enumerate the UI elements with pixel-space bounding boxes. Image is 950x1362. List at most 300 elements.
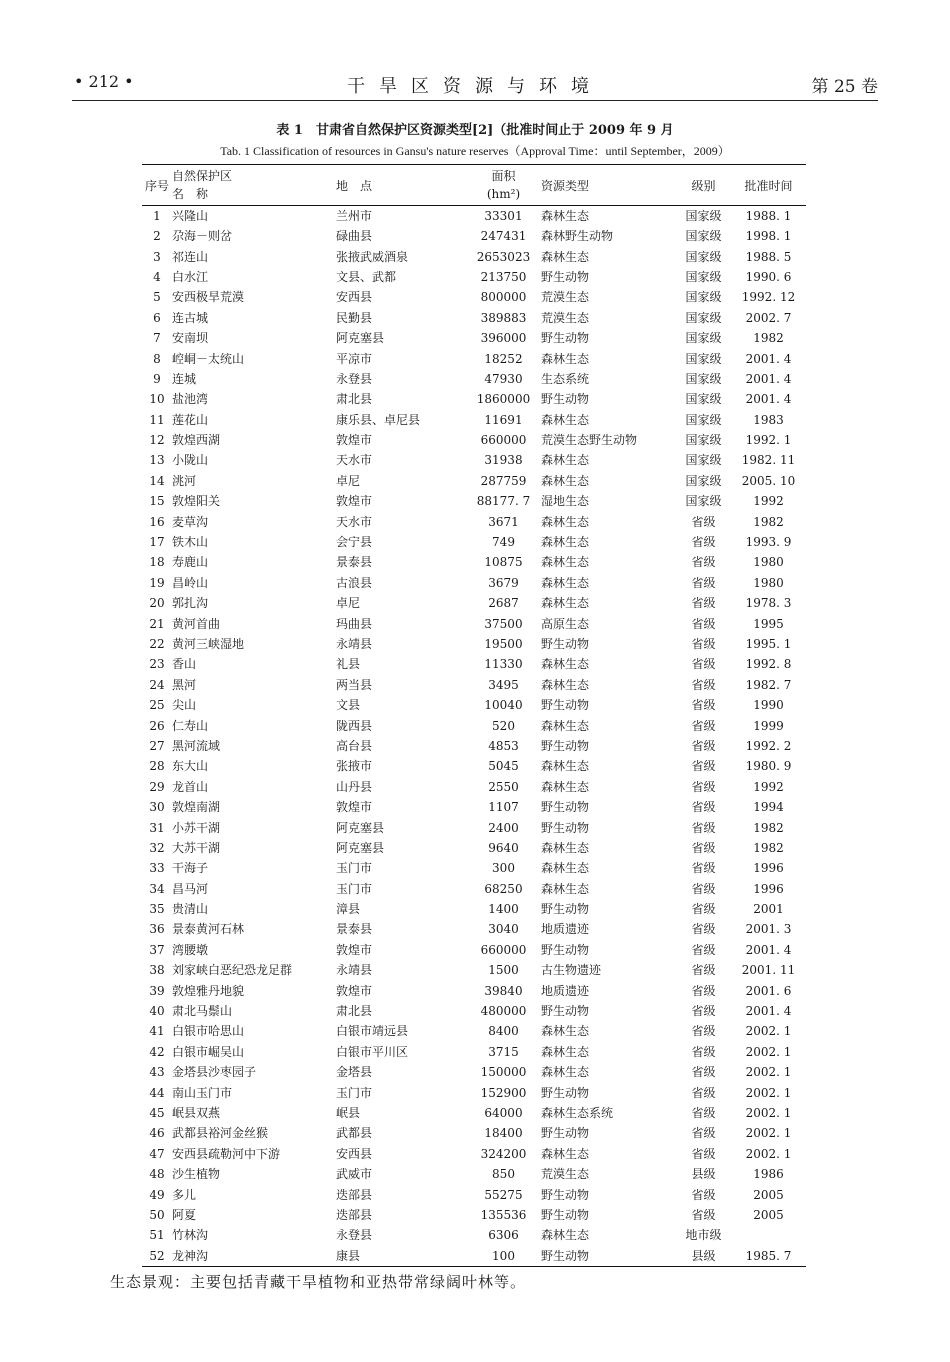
- cell-name: 兴隆山: [172, 209, 209, 223]
- cell-type: 荒漠生态: [541, 310, 590, 325]
- table-row: [142, 797, 806, 817]
- cell-type: 森林生态: [541, 861, 590, 876]
- cell-date: 1982. 11: [741, 453, 796, 468]
- reserve-table-container: [142, 164, 806, 1267]
- cell-name: 多儿: [172, 1187, 197, 1202]
- cell-location: 永登县: [336, 1228, 373, 1243]
- cell-level: 国家级: [685, 209, 722, 223]
- table-row: [142, 287, 806, 307]
- cell-name: 黑河流域: [172, 738, 221, 753]
- header-rule: [72, 100, 878, 101]
- cell-index: 27: [149, 738, 165, 753]
- table-row: [142, 715, 806, 735]
- table-row: [142, 1205, 806, 1225]
- cell-date: 2005: [753, 1207, 784, 1222]
- cell-level: 省级: [691, 1207, 716, 1222]
- cell-level: 省级: [691, 575, 716, 590]
- cell-area: 152900: [480, 1085, 527, 1100]
- cell-name: 崆峒－太统山: [172, 351, 245, 366]
- table-caption-en: Tab. 1 Classification of resources in Gansu's nature reserves（Approval Time：until September，2009）: [220, 144, 730, 158]
- cell-date: 2002. 1: [745, 1085, 792, 1100]
- table-row: [142, 634, 806, 654]
- cell-level: 国家级: [685, 453, 722, 468]
- cell-type: 森林生态: [541, 1146, 590, 1161]
- cell-name: 祁连山: [172, 249, 209, 264]
- cell-date: 1995. 1: [745, 637, 792, 651]
- cell-name: 昌岭山: [172, 575, 209, 590]
- cell-area: 1400: [488, 902, 519, 917]
- cell-area: 480000: [480, 1004, 527, 1019]
- cell-level: 省级: [691, 555, 716, 570]
- cell-index: 32: [149, 840, 165, 855]
- cell-name: 刘家峡白恶纪恐龙足群: [172, 963, 293, 978]
- table-row: [142, 1225, 806, 1245]
- cell-location: 张掖武威酒泉: [336, 249, 409, 264]
- cell-type: 森林生态: [541, 840, 590, 855]
- cell-index: 5: [153, 290, 161, 305]
- cell-name: 干海子: [172, 861, 209, 876]
- cell-level: 国家级: [685, 392, 722, 407]
- cell-area: 100: [492, 1248, 515, 1263]
- cell-date: 1998. 1: [745, 229, 792, 244]
- table-row: [142, 410, 806, 430]
- cell-level: 国家级: [685, 269, 722, 284]
- cell-date: 1999: [753, 718, 784, 733]
- cell-level: 国家级: [685, 494, 722, 509]
- cell-location: 景泰县: [336, 922, 373, 937]
- cell-date: 2001. 4: [745, 351, 792, 366]
- cell-name: 阿夏: [172, 1207, 197, 1222]
- cell-date: 1983: [753, 412, 784, 427]
- cell-area: 2687: [488, 596, 519, 611]
- cell-date: 1992. 8: [745, 657, 792, 672]
- cell-index: 45: [149, 1105, 165, 1120]
- table-row: [142, 511, 806, 531]
- cell-index: 33: [149, 861, 165, 876]
- table-row: [142, 777, 806, 797]
- cell-date: 1996: [753, 881, 784, 896]
- cell-level: 省级: [691, 1004, 716, 1019]
- table-row: [142, 1164, 806, 1184]
- cell-date: 1982: [753, 514, 784, 529]
- cell-area: 396000: [480, 331, 527, 346]
- cell-type: 森林生态: [541, 249, 590, 264]
- cell-index: 46: [149, 1126, 165, 1141]
- cell-type: 森林生态: [541, 473, 590, 488]
- table-row: [142, 430, 806, 450]
- cell-location: 古浪县: [336, 575, 373, 590]
- cell-date: 2001. 11: [741, 963, 796, 978]
- table-row: [142, 1184, 806, 1204]
- reserve-table: [142, 164, 806, 1267]
- cell-level: 省级: [691, 657, 716, 672]
- cell-level: 地市级: [685, 1228, 722, 1243]
- cell-index: 13: [149, 453, 165, 468]
- cell-type: 野生动物: [541, 1207, 590, 1222]
- cell-index: 4: [153, 269, 161, 284]
- cell-location: 敦煌市: [336, 494, 373, 509]
- cell-type: 森林生态: [541, 779, 590, 794]
- cell-name: 莲花山: [172, 412, 209, 427]
- cell-name: 麦草沟: [172, 514, 209, 529]
- cell-date: 2002. 1: [745, 1105, 792, 1120]
- cell-area: 2550: [488, 779, 519, 794]
- cell-type: 森林生态: [541, 453, 590, 468]
- cell-location: 天水市: [336, 514, 373, 529]
- cell-level: 县级: [691, 1248, 716, 1263]
- cell-index: 24: [149, 677, 165, 692]
- cell-type: 森林生态: [541, 881, 590, 896]
- cell-index: 41: [149, 1024, 165, 1039]
- cell-name: 敦煌南湖: [172, 800, 221, 815]
- cell-date: 1982. 7: [745, 677, 792, 692]
- cell-index: 12: [149, 433, 165, 448]
- page-number: • 212 •: [74, 72, 134, 91]
- cell-index: 42: [149, 1044, 165, 1059]
- cell-index: 29: [149, 779, 165, 794]
- cell-name: 洮河: [172, 473, 197, 488]
- cell-type: 湿地生态: [541, 494, 590, 509]
- cell-type: 野生动物: [541, 738, 590, 753]
- cell-area: 135536: [480, 1207, 527, 1222]
- cell-area: 6306: [488, 1228, 519, 1243]
- cell-name: 安西县疏勒河中下游: [172, 1146, 281, 1161]
- table-row: [142, 348, 806, 368]
- cell-location: 陇西县: [336, 718, 373, 733]
- cell-type: 地质遗迹: [541, 922, 590, 937]
- col-header-type: 资源类型: [541, 178, 590, 193]
- cell-type: 野生动物: [541, 820, 590, 835]
- cell-index: 49: [149, 1187, 165, 1202]
- cell-type: 森林生态: [541, 514, 590, 529]
- cell-area: 10040: [484, 698, 523, 713]
- cell-location: 白银市平川区: [336, 1044, 409, 1059]
- cell-date: 1988. 5: [745, 249, 792, 264]
- table-row: [142, 736, 806, 756]
- cell-type: 森林生态: [541, 657, 590, 672]
- cell-date: 1992: [753, 779, 784, 794]
- table-row: [142, 552, 806, 572]
- cell-type: 森林生态系统: [541, 1105, 614, 1120]
- cell-type: 野生动物: [541, 1126, 590, 1141]
- cell-level: 省级: [691, 1126, 716, 1141]
- cell-date: 2002. 1: [745, 1146, 792, 1161]
- cell-type: 森林生态: [541, 1065, 590, 1080]
- cell-type: 荒漠生态: [541, 1167, 590, 1182]
- cell-location: 敦煌市: [336, 800, 373, 815]
- cell-date: 1988. 1: [745, 209, 792, 223]
- cell-type: 森林生态: [541, 759, 590, 774]
- cell-level: 省级: [691, 1085, 716, 1100]
- table-row: [142, 756, 806, 776]
- cell-index: 25: [149, 698, 165, 713]
- cell-area: 2653023: [476, 249, 531, 264]
- cell-name: 白银市哈思山: [172, 1024, 245, 1039]
- cell-type: 森林野生动物: [541, 229, 614, 244]
- cell-name: 武都县裕河金丝猴: [172, 1126, 269, 1141]
- cell-name: 龙首山: [172, 779, 209, 794]
- body-text: 生态景观：主要包括青藏干旱植物和亚热带常绿阔叶林等。: [110, 1273, 527, 1291]
- cell-date: 2002. 1: [745, 1044, 792, 1059]
- cell-location: 天水市: [336, 453, 373, 468]
- cell-area: 55275: [484, 1187, 523, 1202]
- cell-date: 2001. 4: [745, 1004, 792, 1019]
- cell-index: 43: [149, 1065, 165, 1080]
- cell-name: 金塔县沙枣园子: [172, 1065, 257, 1080]
- cell-area: 1107: [488, 800, 519, 815]
- cell-location: 康乐县、卓尼县: [336, 412, 421, 427]
- col-header-name-line1: 自然保护区: [172, 169, 233, 183]
- cell-type: 荒漠生态: [541, 290, 590, 305]
- cell-index: 40: [149, 1004, 165, 1019]
- col-header-name-line2: 名 称: [172, 187, 209, 201]
- cell-type: 森林生态: [541, 1024, 590, 1039]
- cell-area: 150000: [480, 1065, 527, 1080]
- cell-level: 县级: [691, 1167, 716, 1182]
- cell-type: 森林生态: [541, 596, 590, 611]
- cell-level: 省级: [691, 738, 716, 753]
- volume-label: 第 25 卷: [811, 77, 878, 97]
- cell-index: 23: [149, 657, 165, 672]
- cell-type: 野生动物: [541, 1248, 590, 1263]
- cell-level: 省级: [691, 637, 716, 651]
- cell-area: 660000: [480, 942, 527, 957]
- cell-area: 31938: [484, 453, 523, 468]
- cell-location: 阿克塞县: [336, 820, 385, 835]
- page-header: [72, 72, 878, 100]
- cell-location: 迭部县: [336, 1187, 373, 1202]
- cell-index: 22: [149, 637, 165, 651]
- cell-location: 玛曲县: [336, 616, 373, 631]
- cell-index: 9: [153, 371, 161, 386]
- cell-location: 文县: [336, 698, 361, 713]
- cell-area: 850: [492, 1167, 515, 1182]
- cell-level: 省级: [691, 820, 716, 835]
- cell-location: 敦煌市: [336, 942, 373, 957]
- cell-location: 卓尼: [336, 596, 361, 611]
- cell-date: 1996: [753, 861, 784, 876]
- cell-area: 18252: [484, 351, 523, 366]
- cell-index: 37: [149, 942, 165, 957]
- table-row: [142, 858, 806, 878]
- cell-name: 铁木山: [172, 535, 209, 550]
- cell-level: 国家级: [685, 290, 722, 305]
- cell-area: 88177. 7: [476, 494, 531, 509]
- table-row: [142, 226, 806, 246]
- cell-area: 287759: [480, 473, 527, 488]
- cell-type: 古生物遗迹: [541, 963, 602, 978]
- cell-type: 野生动物: [541, 269, 590, 284]
- cell-location: 永靖县: [336, 963, 373, 978]
- table-row: [142, 899, 806, 919]
- cell-type: 高原生态: [541, 616, 590, 631]
- cell-type: 森林生态: [541, 535, 590, 550]
- cell-location: 敦煌市: [336, 983, 373, 998]
- cell-type: 森林生态: [541, 1044, 590, 1059]
- cell-date: 1980: [753, 575, 784, 590]
- cell-area: 33301: [484, 209, 523, 223]
- cell-area: 300: [492, 861, 515, 876]
- col-header-area: [466, 165, 541, 206]
- cell-level: 国家级: [685, 331, 722, 346]
- table-row: [142, 593, 806, 613]
- cell-name: 景泰黄河石林: [172, 922, 245, 937]
- cell-location: 文县、武都: [336, 269, 397, 284]
- cell-location: 永靖县: [336, 637, 373, 651]
- cell-index: 50: [149, 1207, 165, 1222]
- table-row: [142, 491, 806, 511]
- cell-name: 南山玉门市: [172, 1085, 233, 1100]
- cell-location: 高台县: [336, 738, 373, 753]
- cell-type: 森林生态: [541, 1228, 590, 1243]
- table-row: [142, 267, 806, 287]
- cell-location: 礼县: [336, 657, 361, 672]
- cell-index: 47: [149, 1146, 165, 1161]
- cell-level: 省级: [691, 1044, 716, 1059]
- cell-type: 野生动物: [541, 902, 590, 917]
- cell-date: 2001. 4: [745, 371, 792, 386]
- cell-level: 省级: [691, 840, 716, 855]
- cell-level: 省级: [691, 535, 716, 550]
- cell-type: 野生动物: [541, 698, 590, 713]
- cell-level: 国家级: [685, 229, 722, 244]
- cell-name: 贵清山: [172, 902, 209, 917]
- cell-level: 省级: [691, 1187, 716, 1202]
- cell-location: 民勤县: [336, 310, 373, 325]
- cell-area: 9640: [488, 840, 519, 855]
- table-row: [142, 206, 806, 227]
- cell-date: 2002. 1: [745, 1065, 792, 1080]
- cell-index: 34: [149, 881, 165, 896]
- cell-index: 11: [149, 412, 165, 427]
- cell-index: 20: [149, 596, 165, 611]
- table-row: [142, 960, 806, 980]
- cell-level: 省级: [691, 983, 716, 998]
- cell-location: 玉门市: [336, 861, 373, 876]
- cell-location: 平凉市: [336, 351, 373, 366]
- cell-type: 荒漠生态野生动物: [541, 433, 638, 448]
- cell-location: 金塔县: [336, 1065, 373, 1080]
- cell-location: 安西县: [336, 290, 373, 305]
- table-row: [142, 1123, 806, 1143]
- cell-date: 1980: [753, 555, 784, 570]
- table-row: [142, 980, 806, 1000]
- cell-date: 2001. 4: [745, 942, 792, 957]
- cell-type: 地质遗迹: [541, 983, 590, 998]
- cell-index: 15: [149, 494, 165, 509]
- cell-level: 国家级: [685, 473, 722, 488]
- col-header-location: 地 点: [336, 178, 373, 193]
- table-row: [142, 919, 806, 939]
- cell-type: 森林生态: [541, 677, 590, 692]
- cell-name: 尖山: [172, 698, 197, 713]
- cell-area: 8400: [488, 1024, 519, 1039]
- cell-area: 1860000: [476, 392, 531, 407]
- cell-name: 敦煌西湖: [172, 433, 221, 448]
- cell-type: 森林生态: [541, 209, 590, 223]
- cell-type: 森林生态: [541, 575, 590, 590]
- cell-location: 漳县: [336, 902, 361, 917]
- table-row: [142, 573, 806, 593]
- cell-area: 3495: [488, 677, 519, 692]
- table-row: [142, 246, 806, 266]
- cell-type: 生态系统: [541, 371, 590, 386]
- cell-name: 竹林沟: [172, 1228, 209, 1243]
- cell-area: 11330: [484, 657, 523, 672]
- cell-location: 山丹县: [336, 779, 373, 794]
- cell-level: 国家级: [685, 249, 722, 264]
- cell-area: 37500: [484, 616, 523, 631]
- cell-index: 44: [149, 1085, 165, 1100]
- cell-location: 碌曲县: [336, 229, 373, 244]
- cell-date: 1995: [753, 616, 784, 631]
- cell-area: 68250: [484, 881, 523, 896]
- cell-area: 520: [492, 718, 515, 733]
- col-header-date: 批准时间: [744, 178, 793, 193]
- col-header-index: 序号: [144, 178, 169, 193]
- cell-location: 会宁县: [336, 535, 373, 550]
- cell-area: 3715: [488, 1044, 519, 1059]
- cell-location: 肃北县: [336, 1004, 373, 1019]
- cell-name: 盐池湾: [172, 392, 209, 407]
- cell-index: 36: [149, 922, 165, 937]
- cell-area: 11691: [484, 412, 523, 427]
- table-row: [142, 532, 806, 552]
- cell-date: 1990. 6: [745, 269, 792, 284]
- table-row: [142, 675, 806, 695]
- cell-date: 2002. 1: [745, 1126, 792, 1141]
- cell-index: 2: [153, 229, 161, 244]
- cell-index: 30: [149, 800, 165, 815]
- cell-name: 仁寿山: [172, 718, 209, 733]
- cell-index: 8: [153, 351, 161, 366]
- cell-location: 永登县: [336, 371, 373, 386]
- cell-level: 省级: [691, 942, 716, 957]
- cell-level: 省级: [691, 718, 716, 733]
- cell-date: 2005. 10: [741, 473, 796, 488]
- cell-date: 2002. 7: [745, 310, 792, 325]
- cell-area: 19500: [484, 637, 523, 651]
- cell-area: 749: [492, 535, 515, 550]
- col-header-level: 级别: [691, 178, 716, 193]
- cell-area: 800000: [480, 290, 527, 305]
- table-row: [142, 1062, 806, 1082]
- table-row: [142, 1246, 806, 1267]
- cell-name: 郭扎沟: [172, 596, 209, 611]
- cell-date: 1985. 7: [745, 1248, 792, 1263]
- cell-level: 国家级: [685, 351, 722, 366]
- cell-date: 2002. 1: [745, 1024, 792, 1039]
- cell-index: 39: [149, 983, 165, 998]
- cell-date: 1992. 12: [741, 290, 796, 305]
- cell-index: 48: [149, 1167, 165, 1182]
- cell-index: 21: [149, 616, 165, 631]
- cell-level: 国家级: [685, 371, 722, 386]
- cell-index: 19: [149, 575, 165, 590]
- journal-title: 干旱区资源与环境: [347, 76, 603, 97]
- cell-index: 31: [149, 820, 165, 835]
- cell-type: 野生动物: [541, 942, 590, 957]
- cell-date: 2001. 6: [745, 983, 792, 998]
- cell-location: 兰州市: [336, 209, 373, 223]
- cell-location: 白银市靖远县: [336, 1024, 409, 1039]
- cell-level: 省级: [691, 881, 716, 896]
- cell-index: 14: [149, 473, 165, 488]
- table-row: [142, 1082, 806, 1102]
- cell-index: 1: [153, 209, 161, 223]
- cell-name: 湾腰墩: [172, 942, 209, 957]
- cell-location: 康县: [336, 1248, 361, 1263]
